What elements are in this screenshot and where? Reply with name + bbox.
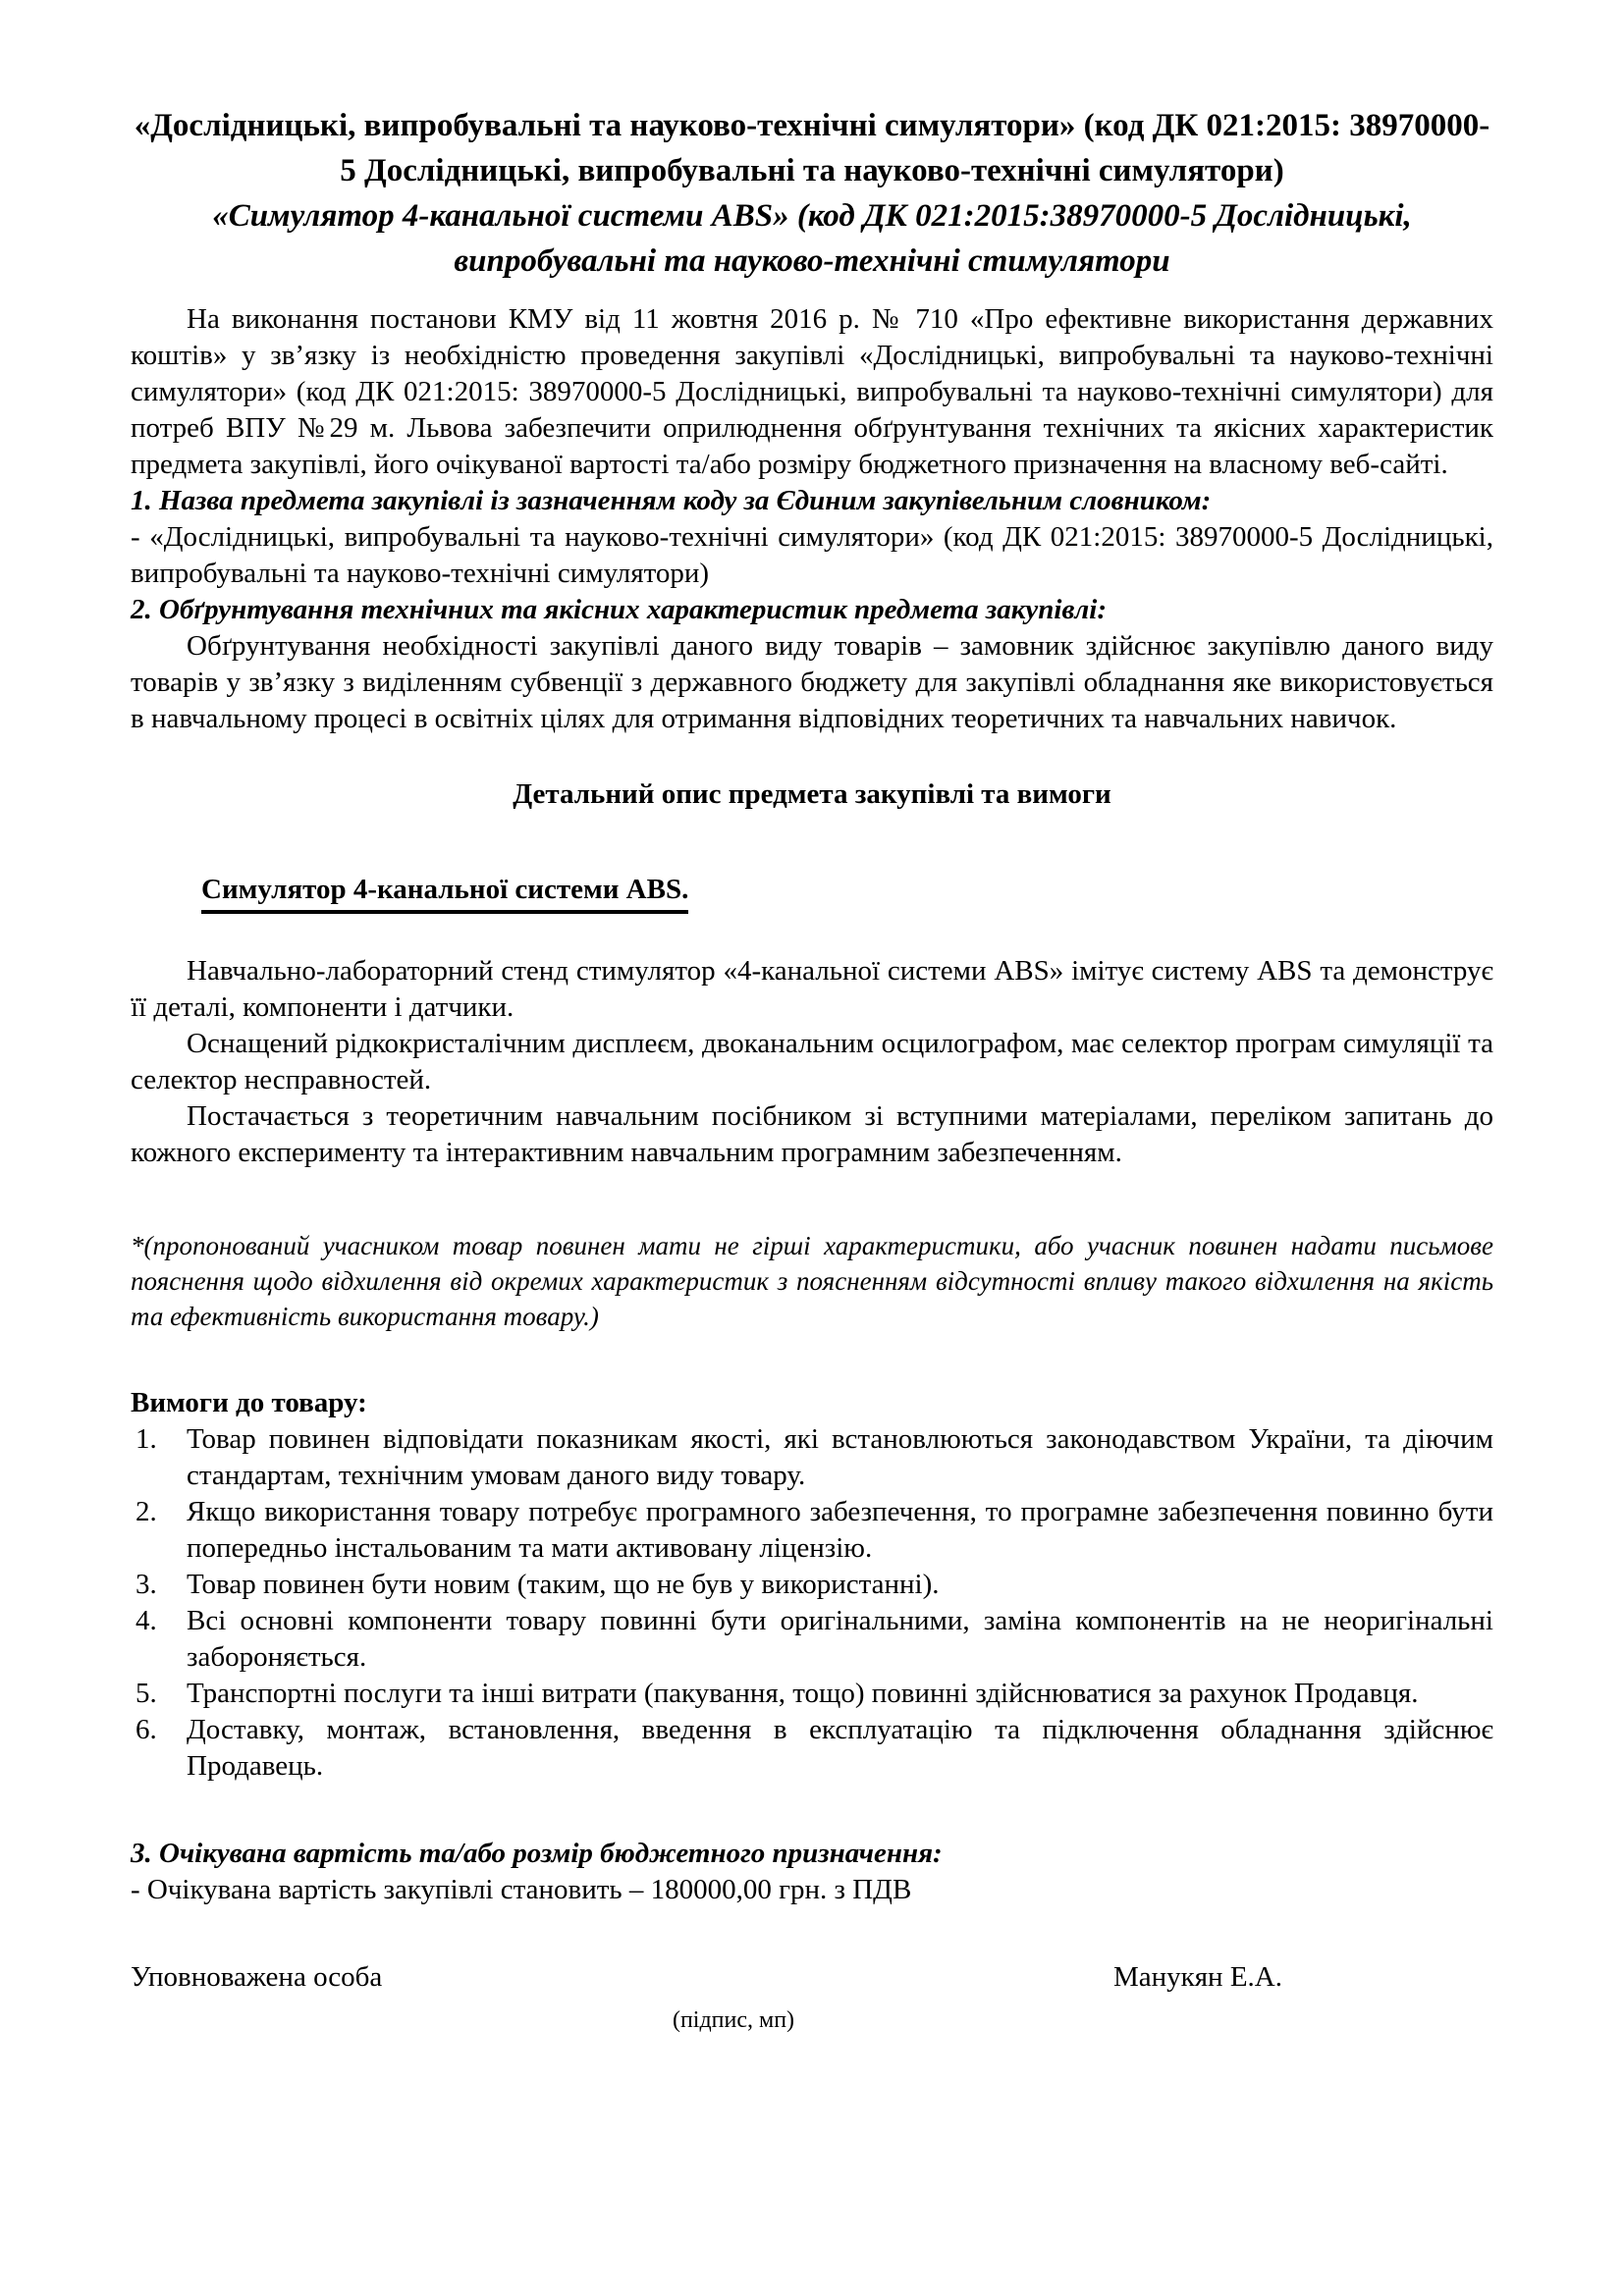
signature-caption: (підпис, мп) bbox=[672, 2007, 795, 2033]
expected-value-line: - Очікувана вартість закупівлі становить – 180000,00 грн. з ПДВ bbox=[131, 1874, 912, 1905]
product-paragraph: Навчально-лабораторний стенд стимулятор «4-канальної системи ABS» імітує систему ABS та демонструє її деталі, компоненти і датчики. bbox=[131, 955, 1493, 1023]
requirement-item: Якщо використання товару потребує програмного забезпечення, то програмне забезпечення повинно бути попередньо інстальованим та мати активовану ліцензію. bbox=[187, 1496, 1493, 1564]
requirement-item: Товар повинен відповідати показникам якості, які встановлюються законодавством України, та діючим стандартам, технічним умовам даного виду товару. bbox=[187, 1423, 1493, 1491]
product-name-heading: Симулятор 4-канальної системи ABS. bbox=[201, 872, 688, 914]
requirement-item: Транспортні послуги та інші витрати (пакування, тощо) повинні здійснюватися за рахунок Продавця. bbox=[187, 1678, 1419, 1709]
signature-row bbox=[131, 1959, 1493, 1996]
product-heading-wrap bbox=[201, 872, 1493, 914]
section-1-heading: 1. Назва предмета закупівлі із зазначенням коду за Єдиним закупівельним словником: bbox=[131, 485, 1212, 516]
product-description bbox=[131, 953, 1493, 1171]
document-subtitle: «Симулятор 4-канальної системи ABS» (код ДК 021:2015:38970000-5 Дослідницькі, випробувальні та науково-технічні стимулятори bbox=[212, 198, 1412, 279]
detail-description-heading: Детальний опис предмета закупівлі та вимоги bbox=[513, 778, 1111, 810]
footnote: *(пропонований учасником товар повинен мати не гірші характеристики, або учасник повинен надати письмове пояснення щодо відхилення від окремих характеристик з поясненням відсутності впливу такого відхилення на якість та ефективність використання товару.) bbox=[131, 1231, 1493, 1331]
title-block bbox=[131, 103, 1493, 284]
section-2-body: Обґрунтування необхідності закупівлі даного виду товарів – замовник здійснює закупівлю даного виду товарів у зв’язку з виділенням субвенції з державного бюджету для закупівлі обладнання яке використовується в навчальному процесі в освітніх цілях для отримання відповідних теоретичних та навчальних навичок. bbox=[131, 630, 1493, 734]
requirements-heading: Вимоги до товару: bbox=[131, 1387, 367, 1418]
section-1-body: - «Дослідницькі, випробувальні та науково-технічні симулятори» (код ДК 021:2015: 38970000-5 Дослідницькі, випробувальні та науково-технічні симулятори) bbox=[131, 521, 1493, 589]
authorized-person-name: Манукян Е.А. bbox=[1112, 1961, 1282, 1993]
document-title: «Дослідницькі, випробувальні та науково-технічні симулятори» (код ДК 021:2015: 38970000-5 Дослідницькі, випробувальні та науково-технічні симулятори) bbox=[134, 108, 1490, 188]
requirement-item: Всі основні компоненти товару повинні бути оригінальними, заміна компонентів на не неоригінальні забороняється. bbox=[187, 1605, 1493, 1673]
product-paragraph: Оснащений рідкокристалічним дисплеєм, двоканальним осцилографом, має селектор програм симуляції та селектор несправностей. bbox=[131, 1028, 1493, 1095]
intro-paragraph: На виконання постанови КМУ від 11 жовтня 2016 р. № 710 «Про ефективне використання державних коштів» у зв’язку із необхідністю проведення закупівлі «Дослідницькі, випробувальні та науково-технічні симулятори» (код ДК 021:2015: 38970000-5 Дослідницькі, випробувальні та науково-технічні симулятори) для потреб ВПУ №29 м. Львова забезпечити оприлюднення обґрунтування технічних та якісних характеристик предмета закупівлі, його очікуваної вартості та/або розміру бюджетного призначення на власному веб-сайті. bbox=[131, 303, 1493, 480]
section-3-heading: 3. Очікувана вартість та/або розмір бюджетного призначення: bbox=[131, 1838, 943, 1869]
requirements-list bbox=[131, 1421, 1493, 1785]
requirement-item: Доставку, монтаж, встановлення, введення в експлуатацію та підключення обладнання здійснює Продавець. bbox=[187, 1714, 1493, 1782]
product-paragraph: Постачається з теоретичним навчальним посібником зі вступними матеріалами, переліком запитань до кожного експерименту та інтерактивним навчальним програмним забезпеченням. bbox=[131, 1100, 1493, 1168]
requirement-item: Товар повинен бути новим (таким, що не був у використанні). bbox=[187, 1569, 940, 1600]
section-2-heading: 2. Обґрунтування технічних та якісних характеристик предмета закупівлі: bbox=[131, 594, 1108, 625]
authorized-person-label: Уповноважена особа bbox=[131, 1961, 383, 1993]
